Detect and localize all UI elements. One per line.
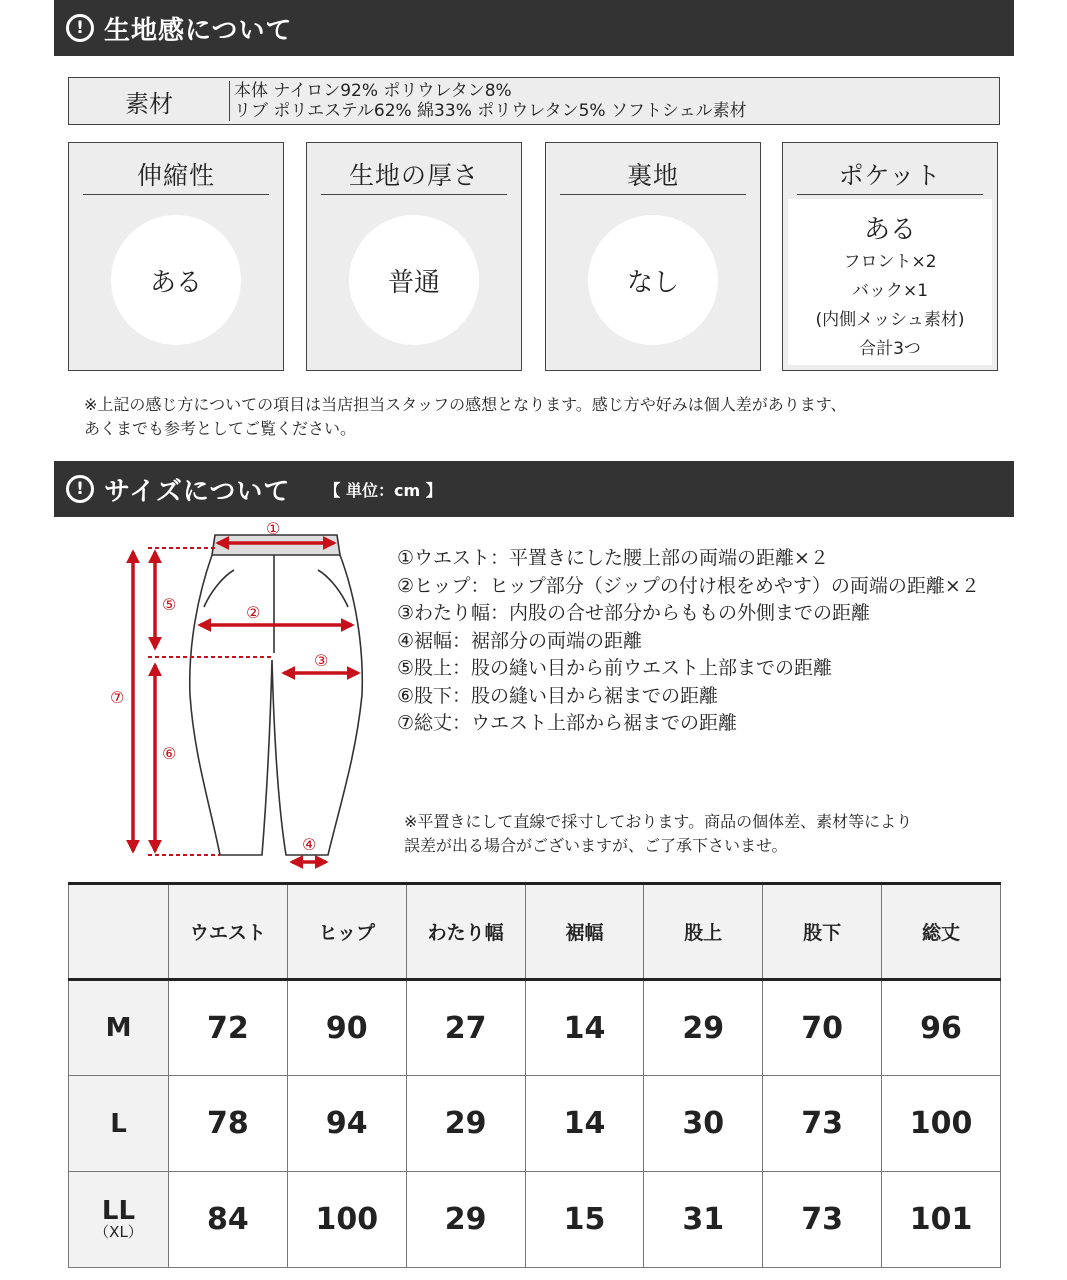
value-cell: 70 bbox=[763, 980, 882, 1076]
exclamation-icon: ! bbox=[66, 14, 94, 42]
thickness-box bbox=[306, 142, 522, 371]
marker-label: ⑦ bbox=[110, 688, 125, 707]
header-cell: ウエスト bbox=[169, 884, 288, 980]
pants-diagram bbox=[100, 515, 380, 875]
note-line: 誤差が出る場合がございますが、ご了承下さいませ。 bbox=[404, 836, 788, 855]
measurement-lines bbox=[133, 543, 358, 862]
size-cell bbox=[69, 1172, 169, 1268]
description-line: ④裾幅：裾部分の両端の距離 bbox=[397, 629, 643, 652]
pocket-label: ポケット bbox=[797, 157, 983, 195]
description-line: ②ヒップ：ヒップ部分（ジップの付け根をめやす）の両端の距離×２ bbox=[397, 574, 980, 597]
size-cell bbox=[69, 1076, 169, 1172]
size-section-title: サイズについて bbox=[104, 476, 291, 507]
pocket-detail: 合計3つ bbox=[859, 339, 921, 359]
description-line: ⑤股上：股の縫い目から前ウエスト上部までの距離 bbox=[397, 657, 833, 679]
value-cell: 14 bbox=[525, 1076, 644, 1172]
value-cell: 29 bbox=[406, 1076, 525, 1172]
value-cell: 94 bbox=[287, 1076, 406, 1172]
size-table bbox=[68, 882, 1001, 1268]
pants-outline bbox=[190, 535, 363, 855]
note-line: ※平置きにして直線で採寸しております。商品の個体差、素材等により bbox=[404, 812, 913, 831]
material-line: 本体 ナイロン92% ポリウレタン8% bbox=[234, 81, 512, 101]
header-cell: 股上 bbox=[644, 884, 763, 980]
table-header-row bbox=[69, 884, 1001, 980]
note-line: あくまでも参考としてご覧ください。 bbox=[84, 419, 357, 438]
material-lines bbox=[229, 81, 747, 121]
marker-label: ④ bbox=[302, 835, 317, 854]
size-alias: （XL） bbox=[94, 1222, 143, 1241]
fabric-section-title: 生地感について bbox=[104, 15, 293, 46]
lining-value: なし bbox=[588, 215, 718, 345]
value-cell: 90 bbox=[287, 980, 406, 1076]
pocket-detail: (内側メッシュ素材) bbox=[815, 310, 965, 330]
pocket-box bbox=[782, 142, 998, 371]
marker-label: ① bbox=[266, 519, 281, 538]
unit-label: 【 単位：cm 】 bbox=[324, 480, 442, 500]
value-cell: 73 bbox=[763, 1076, 882, 1172]
value-cell: 14 bbox=[525, 980, 644, 1076]
description-line: ①ウエスト：平置きにした腰上部の両端の距離×２ bbox=[397, 547, 829, 569]
value-cell: 29 bbox=[644, 980, 763, 1076]
value-cell: 27 bbox=[406, 980, 525, 1076]
value-cell: 31 bbox=[644, 1172, 763, 1268]
value-cell: 100 bbox=[882, 1076, 1001, 1172]
lining-box bbox=[545, 142, 761, 371]
fabric-section-banner bbox=[54, 0, 1014, 56]
value-cell: 100 bbox=[287, 1172, 406, 1268]
size-name: M bbox=[105, 1013, 132, 1043]
stretch-value: ある bbox=[111, 215, 241, 345]
measurement-descriptions bbox=[397, 545, 980, 738]
size-name: L bbox=[110, 1108, 127, 1139]
pocket-detail-panel bbox=[788, 199, 992, 365]
stretch-box bbox=[68, 142, 284, 371]
lining-label: 裏地 bbox=[560, 157, 746, 195]
value-cell: 78 bbox=[169, 1076, 288, 1172]
exclamation-icon: ! bbox=[66, 475, 94, 503]
value-cell: 30 bbox=[644, 1076, 763, 1172]
material-box bbox=[68, 77, 1000, 125]
pocket-value: ある bbox=[863, 215, 916, 245]
header-cell bbox=[69, 884, 169, 980]
description-line: ⑦総丈：ウエスト上部から裾までの距離 bbox=[397, 712, 738, 734]
fabric-note bbox=[84, 393, 847, 441]
material-label: 素材 bbox=[125, 89, 173, 118]
value-cell: 15 bbox=[525, 1172, 644, 1268]
stretch-label: 伸縮性 bbox=[83, 157, 269, 195]
value-cell: 29 bbox=[406, 1172, 525, 1268]
size-cell bbox=[69, 980, 169, 1076]
material-line: リブ ポリエステル62% 綿33% ポリウレタン5% ソフトシェル素材 bbox=[234, 101, 747, 121]
thickness-label: 生地の厚さ bbox=[321, 157, 507, 195]
pocket-detail: フロント×2 bbox=[843, 252, 937, 272]
header-cell: わたり幅 bbox=[406, 884, 525, 980]
header-cell: 総丈 bbox=[882, 884, 1001, 980]
marker-label: ⑥ bbox=[162, 744, 177, 763]
value-cell: 96 bbox=[882, 980, 1001, 1076]
value-cell: 72 bbox=[169, 980, 288, 1076]
table-row bbox=[69, 1076, 1001, 1172]
pocket-detail: バック×1 bbox=[851, 281, 929, 301]
thickness-value: 普通 bbox=[349, 215, 479, 345]
marker-label: ② bbox=[246, 603, 261, 622]
header-cell: 股下 bbox=[763, 884, 882, 980]
value-cell: 84 bbox=[169, 1172, 288, 1268]
table-row bbox=[69, 980, 1001, 1076]
marker-label: ⑤ bbox=[162, 595, 177, 614]
note-line: ※上記の感じ方についての項目は当店担当スタッフの感想となります。感じ方や好みは個人差があります、 bbox=[84, 395, 847, 414]
size-name: LL bbox=[101, 1195, 136, 1226]
description-line: ⑥股下：股の縫い目から裾までの距離 bbox=[397, 684, 719, 707]
table-row bbox=[69, 1172, 1001, 1268]
description-line: ③わたり幅：内股の合せ部分からももの外側までの距離 bbox=[397, 602, 871, 624]
size-note bbox=[404, 810, 912, 858]
value-cell: 101 bbox=[882, 1172, 1001, 1268]
header-cell: 裾幅 bbox=[525, 884, 644, 980]
marker-label: ③ bbox=[314, 651, 329, 670]
size-section-banner bbox=[54, 461, 1014, 517]
value-cell: 73 bbox=[763, 1172, 882, 1268]
header-cell: ヒップ bbox=[287, 884, 406, 980]
